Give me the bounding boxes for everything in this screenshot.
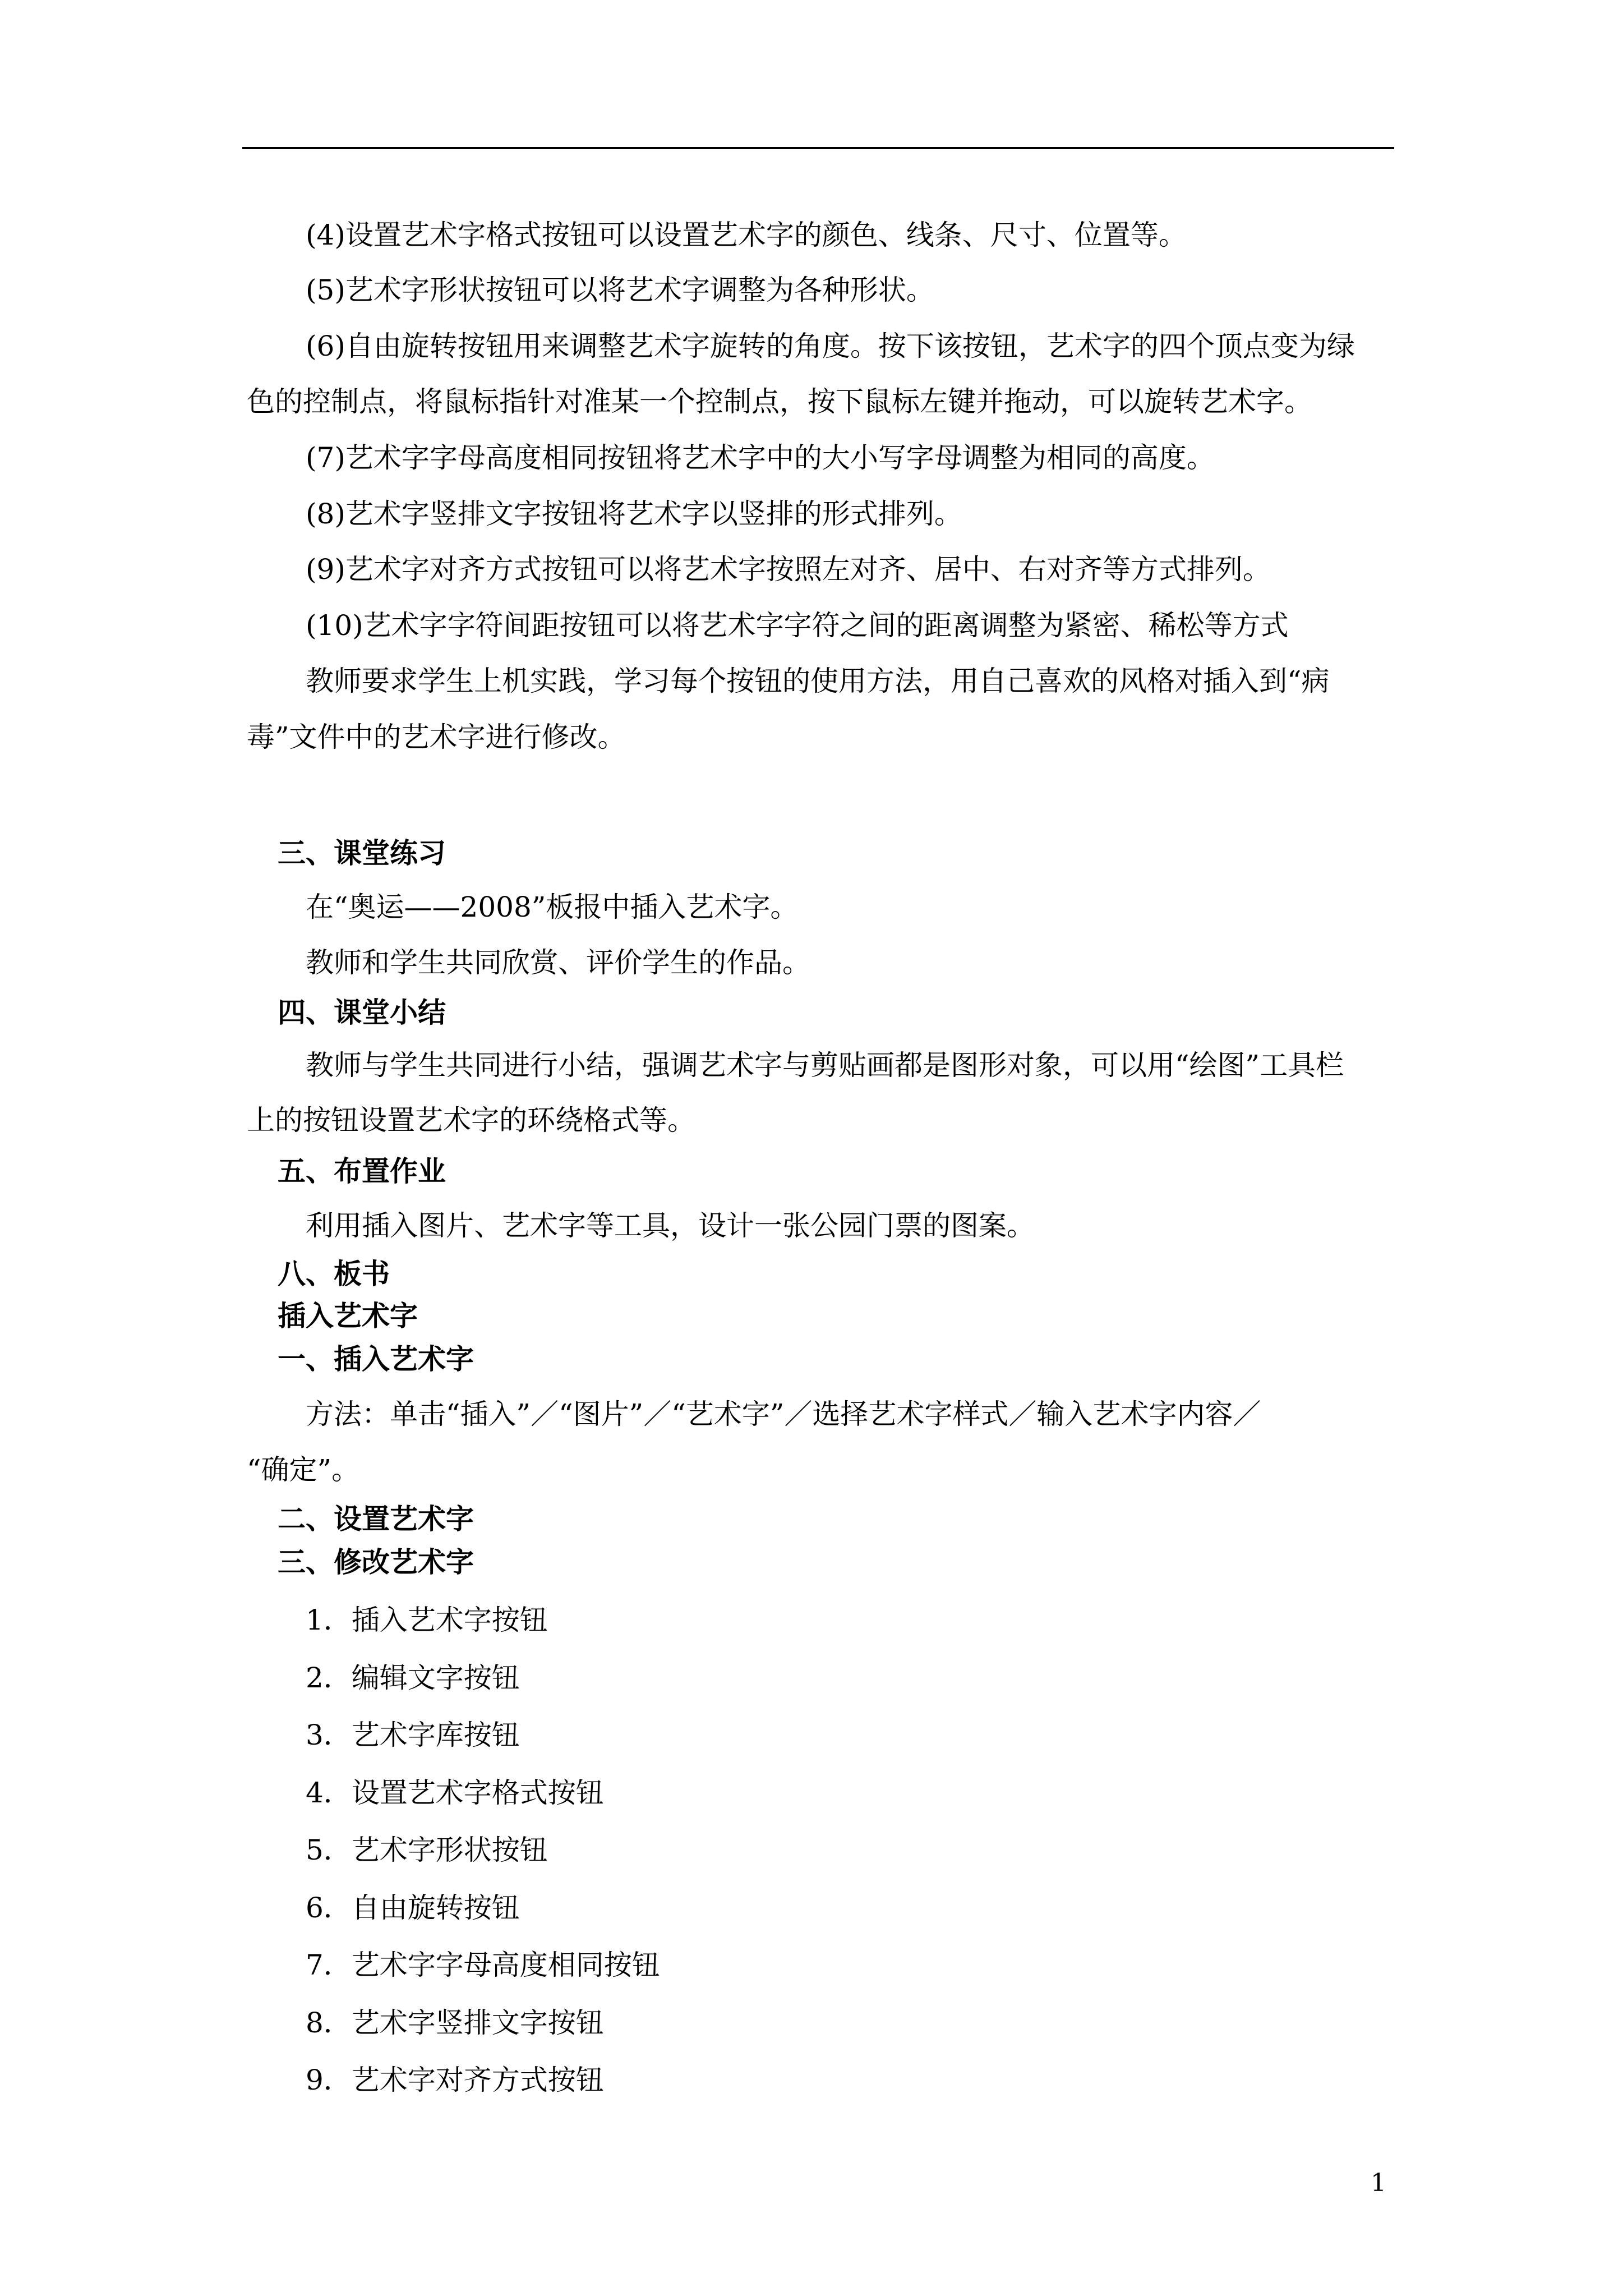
paragraph-item-9: (9)艺术字对齐方式按钮可以将艺术字按照左对齐、居中、右对齐等方式排列。 bbox=[306, 553, 1271, 586]
summary-line-1: 教师与学生共同进行小结，强调艺术字与剪贴画都是图形对象，可以用“绘图”工具栏 bbox=[306, 1049, 1344, 1082]
page-number: 1 bbox=[1371, 2169, 1386, 2197]
practice-paragraph-line-2: 毒”文件中的艺术字进行修改。 bbox=[247, 721, 626, 753]
list-item: 7．艺术字字母高度相同按钮 bbox=[306, 1949, 660, 1981]
summary-line-2: 上的按钮设置艺术字的环绕格式等。 bbox=[247, 1104, 695, 1137]
paragraph-item-4: (4)设置艺术字格式按钮可以设置艺术字的颜色、线条、尺寸、位置等。 bbox=[306, 219, 1187, 251]
section-heading-summary: 四、课堂小结 bbox=[278, 996, 446, 1029]
list-item: 4．设置艺术字格式按钮 bbox=[306, 1777, 604, 1809]
paragraph-item-8: (8)艺术字竖排文字按钮将艺术字以竖排的形式排列。 bbox=[306, 498, 962, 530]
section-heading-practice: 三、课堂练习 bbox=[278, 836, 446, 869]
blackboard-heading-modify: 三、修改艺术字 bbox=[278, 1545, 474, 1579]
header-rule bbox=[242, 147, 1394, 149]
section-heading-blackboard: 八、板书 bbox=[278, 1257, 390, 1290]
paragraph-item-10: (10)艺术字字符间距按钮可以将艺术字字符之间的距离调整为紧密、稀松等方式 bbox=[306, 609, 1289, 642]
paragraph-item-6-line-2: 色的控制点，将鼠标指针对准某一个控制点，按下鼠标左键并拖动，可以旋转艺术字。 bbox=[247, 385, 1312, 418]
blackboard-heading-set: 二、设置艺术字 bbox=[278, 1502, 474, 1535]
practice-line-2: 教师和学生共同欣赏、评价学生的作品。 bbox=[306, 946, 810, 979]
blackboard-heading-insert: 一、插入艺术字 bbox=[278, 1342, 474, 1375]
homework-line-1: 利用插入图片、艺术字等工具，设计一张公园门票的图案。 bbox=[306, 1209, 1035, 1242]
method-line-2: “确定”。 bbox=[247, 1453, 360, 1486]
paragraph-item-5: (5)艺术字形状按钮可以将艺术字调整为各种形状。 bbox=[306, 274, 934, 306]
list-item: 1．插入艺术字按钮 bbox=[306, 1604, 548, 1636]
list-item: 9．艺术字对齐方式按钮 bbox=[306, 2064, 604, 2096]
list-item: 3．艺术字库按钮 bbox=[306, 1719, 520, 1751]
blackboard-title: 插入艺术字 bbox=[278, 1299, 418, 1332]
paragraph-item-6-line-1: (6)自由旋转按钮用来调整艺术字旋转的角度。按下该按钮，艺术字的四个顶点变为绿 bbox=[306, 330, 1355, 362]
list-item: 2．编辑文字按钮 bbox=[306, 1662, 520, 1694]
list-item: 8．艺术字竖排文字按钮 bbox=[306, 2007, 604, 2039]
practice-paragraph-line-1: 教师要求学生上机实践，学习每个按钮的使用方法，用自己喜欢的风格对插入到“病 bbox=[306, 665, 1330, 697]
method-line-1: 方法：单击“插入”／“图片”／“艺术字”／选择艺术字样式／输入艺术字内容／ bbox=[306, 1398, 1261, 1430]
paragraph-item-7: (7)艺术字字母高度相同按钮将艺术字中的大小写字母调整为相同的高度。 bbox=[306, 441, 1215, 474]
list-item: 6．自由旋转按钮 bbox=[306, 1892, 520, 1924]
list-item: 5．艺术字形状按钮 bbox=[306, 1834, 548, 1866]
section-heading-homework: 五、布置作业 bbox=[278, 1154, 446, 1188]
practice-line-1: 在“奥运——2008”板报中插入艺术字。 bbox=[306, 891, 799, 923]
